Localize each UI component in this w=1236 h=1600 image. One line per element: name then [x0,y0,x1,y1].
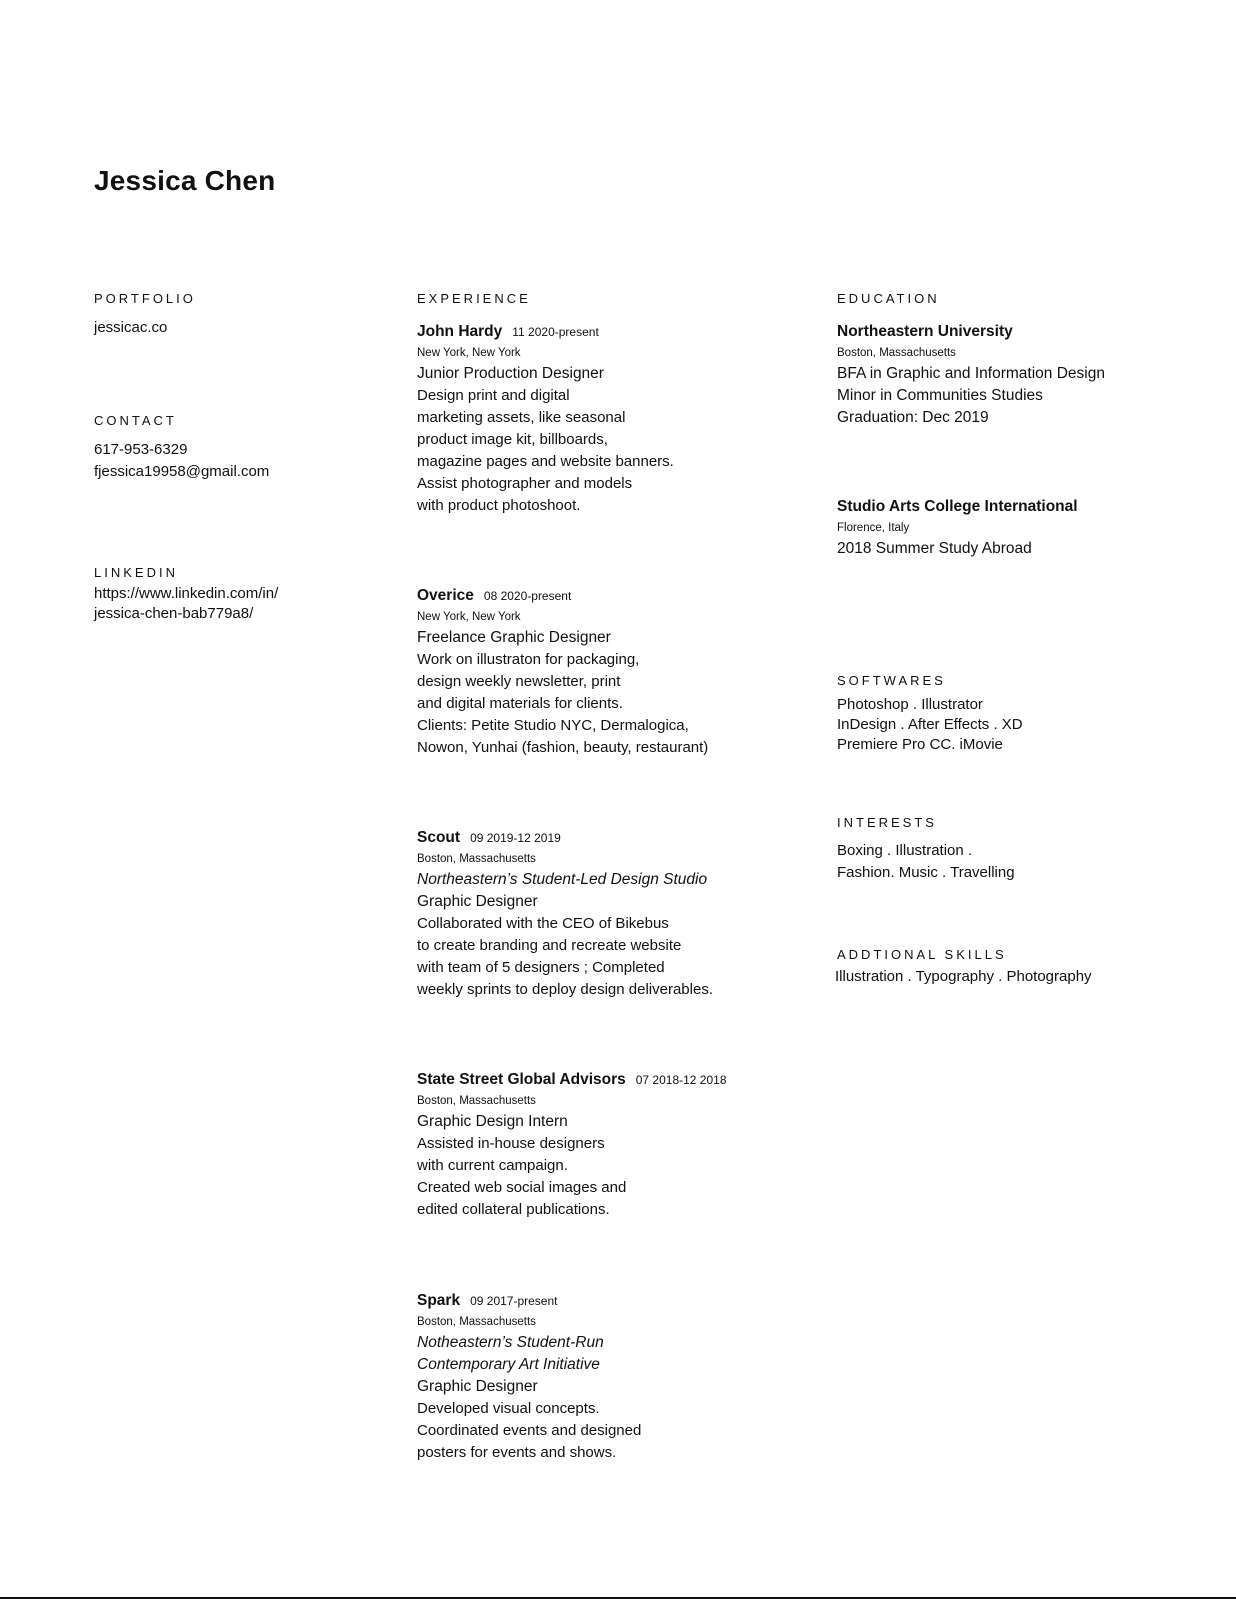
interests-label: INTERESTS [837,815,937,830]
entry-header [417,321,797,343]
entry-role: Freelance Graphic Designer [417,629,611,646]
company-name: Spark [417,1292,461,1309]
entry-date: 11 2020-present [512,325,599,339]
entry-desc-line: Work on illustraton for packaging, [417,651,640,668]
entry-desc-line: Assisted in-house designers [417,1135,605,1152]
entry-header [417,1290,797,1312]
education-line: Graduation: Dec 2019 [837,409,989,426]
entry-role: Junior Production Designer [417,365,604,382]
entry-subtitle: Notheastern’s Student-Run [417,1334,604,1351]
entry-desc-line: weekly sprints to deploy design deliverables. [417,981,713,998]
entry-desc-line: with current campaign. [417,1157,568,1174]
entry-desc-line: edited collateral publications. [417,1201,610,1218]
company-name: Overice [417,587,474,604]
experience-section [417,290,797,317]
linkedin-url-line1[interactable]: https://www.linkedin.com/in/ [94,585,279,602]
portfolio-section [94,290,394,339]
education-line: BFA in Graphic and Information Design [837,365,1105,382]
school-name: Northeastern University [837,323,1013,340]
entry-desc-line: Collaborated with the CEO of Bikebus [417,915,669,932]
entry-desc-line: product image kit, billboards, [417,431,608,448]
entry-desc-line: and digital materials for clients. [417,695,623,712]
experience-entry [417,827,797,1001]
school-location: Florence, Italy [837,522,910,534]
entry-desc-line: Assist photographer and models [417,475,633,492]
entry-location: New York, New York [417,347,521,359]
entry-desc-line: Created web social images and [417,1179,627,1196]
entry-desc-line: posters for events and shows. [417,1444,617,1461]
experience-entry [417,585,797,759]
software-line: Photoshop . Illustrator [837,696,983,713]
entry-desc-line: to create branding and recreate website [417,937,682,954]
contact-email[interactable]: fjessica19958@gmail.com [94,463,270,480]
resume-name: Jessica Chen [94,165,276,196]
linkedin-label: LINKEDIN [94,565,178,580]
skills-section [837,946,1227,988]
education-line: 2018 Summer Study Abroad [837,540,1032,557]
company-name: State Street Global Advisors [417,1071,626,1088]
softwares-section [837,672,1227,755]
school-location: Boston, Massachusetts [837,347,956,359]
entry-desc-line: Coordinated events and designed [417,1422,642,1439]
entry-desc-line: magazine pages and website banners. [417,453,674,470]
entry-desc-line: Design print and digital [417,387,570,404]
education-entry [837,496,1227,560]
entry-header [417,827,797,849]
entry-location: Boston, Massachusetts [417,853,536,865]
skills-line: Illustration . Typography . Photography [835,968,1092,985]
education-line: Minor in Communities Studies [837,387,1043,404]
entry-date: 08 2020-present [483,589,572,603]
entry-desc-line: Nowon, Yunhai (fashion, beauty, restaurant) [417,739,709,756]
entry-location: Boston, Massachusetts [417,1316,536,1328]
experience-entry [417,1069,797,1221]
bottom-divider [0,1597,1236,1599]
interests-section [837,814,1227,884]
company-name: John Hardy [417,323,503,340]
entry-location: New York, New York [417,611,521,623]
software-line: Premiere Pro CC. iMovie [837,736,1003,753]
portfolio-label: PORTFOLIO [94,291,196,306]
entry-role: Graphic Designer [417,1378,538,1395]
entry-desc-line: with product photoshoot. [417,497,581,514]
skills-label: ADDTIONAL SKILLS [837,947,1007,962]
education-label: EDUCATION [837,291,940,306]
education-entry [837,321,1227,429]
linkedin-url-line2[interactable]: jessica-chen-bab779a8/ [94,605,254,622]
entry-header [417,1069,797,1091]
entry-desc-line: design weekly newsletter, print [417,673,621,690]
education-section [837,290,1227,317]
entry-desc-line: marketing assets, like seasonal [417,409,626,426]
company-name: Scout [417,829,461,846]
experience-label: EXPERIENCE [417,291,531,306]
contact-label: CONTACT [94,413,177,428]
entry-desc-line: Clients: Petite Studio NYC, Dermalogica, [417,717,689,734]
experience-entry [417,1290,797,1464]
contact-section [94,412,394,483]
entry-date: 09 2019-12 2019 [470,831,561,845]
entry-desc-line: with team of 5 designers ; Completed [417,959,665,976]
school-name: Studio Arts College International [837,498,1078,515]
entry-role: Graphic Designer [417,893,538,910]
entry-subtitle: Contemporary Art Initiative [417,1356,600,1373]
entry-desc-line: Developed visual concepts. [417,1400,600,1417]
entry-location: Boston, Massachusetts [417,1095,536,1107]
entry-date: 09 2017-present [470,1294,558,1308]
contact-phone: 617-953-6329 [94,441,188,458]
software-line: InDesign . After Effects . XD [837,716,1023,733]
interests-line: Fashion. Music . Travelling [837,864,1015,881]
interests-line: Boxing . Illustration . [837,842,973,859]
experience-entry [417,321,797,517]
entry-subtitle: Northeastern’s Student-Led Design Studio [417,871,708,888]
linkedin-section [94,564,394,624]
entry-header [417,585,797,607]
entry-role: Graphic Design Intern [417,1113,568,1130]
entry-date: 07 2018-12 2018 [635,1073,727,1087]
portfolio-link[interactable]: jessicac.co [94,319,168,336]
softwares-label: SOFTWARES [837,673,946,688]
